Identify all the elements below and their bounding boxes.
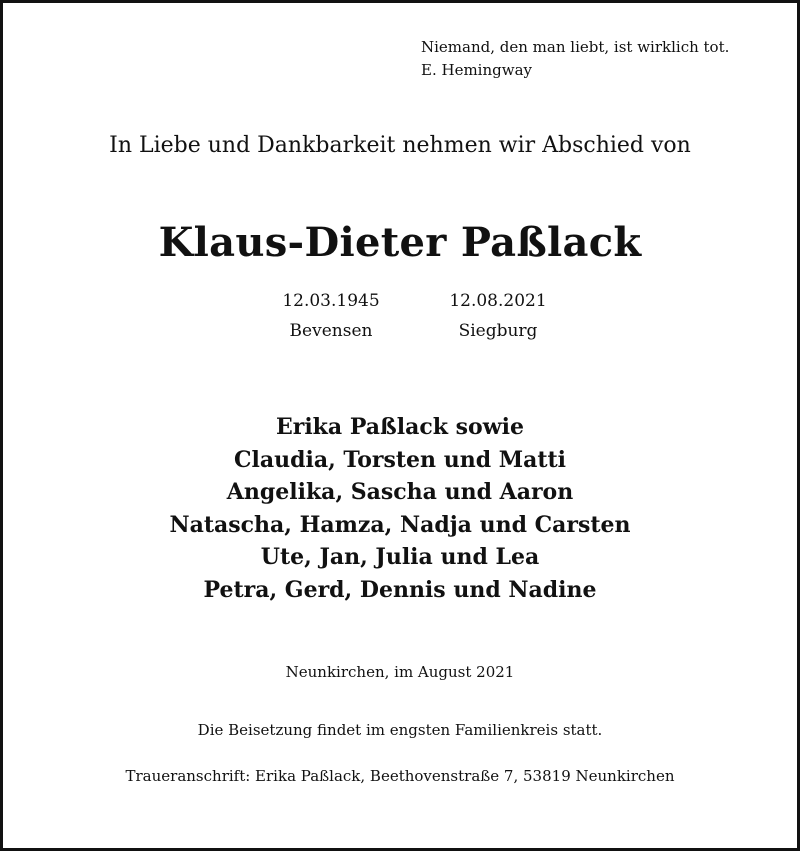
mourner-line: Claudia, Torsten und Matti [233, 446, 567, 473]
mourner-line: Erika Paßlack sowie [275, 414, 525, 440]
intro-text: In Liebe und Dankbarkeit nehmen wir Abschied von [109, 133, 691, 158]
burial-note: Die Beisetzung findet im engsten Familienkreis statt. [197, 721, 603, 739]
mourning-address: Traueranschrift: Erika Paßlack, Beethovenstraße 7, 53819 Neunkirchen [125, 767, 675, 785]
quote-author: E. Hemingway [421, 61, 532, 79]
death-place: Siegburg [458, 321, 538, 341]
death-date: 12.08.2021 [449, 291, 547, 311]
birth-place: Bevensen [289, 321, 373, 341]
mourners-list [3, 411, 797, 607]
mourner-line: Petra, Gerd, Dennis und Nadine [203, 576, 597, 603]
quote-block [421, 36, 729, 82]
place-date: Neunkirchen, im August 2021 [285, 663, 515, 681]
deceased-name: Klaus-Dieter Paßlack [158, 219, 642, 266]
birth-date: 12.03.1945 [282, 291, 380, 311]
mourner-line: Angelika, Sascha und Aaron [226, 479, 574, 506]
mourner-line: Ute, Jan, Julia und Lea [260, 544, 540, 571]
mourner-line: Natascha, Hamza, Nadja und Carsten [169, 511, 631, 538]
quote-text: Niemand, den man liebt, ist wirklich tot. [421, 38, 730, 56]
